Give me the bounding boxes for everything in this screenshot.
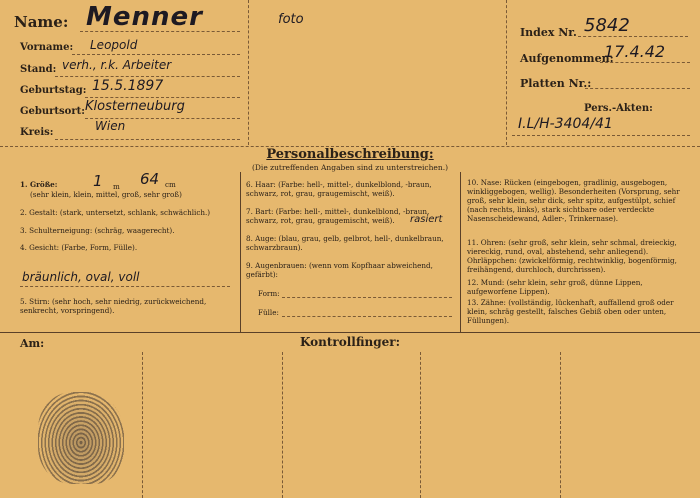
nase-field: 10. Nase: Rücken (eingebogen, gradlinig, ausgebogen, winkliggebogen, wellig). Besonderheiten (Vorsprung, sehr groß, sehr klein, sehr dick, sehr spitz, aufgestülpt, schief (nach rechts, links), stark sichtbare oder verdeckte Nasenscheidewand, Adler-, Trinkernase). <box>467 178 680 223</box>
akten-line <box>512 135 690 136</box>
index-value: 5842 <box>584 15 630 36</box>
form-line <box>282 297 452 298</box>
ohren-field: 11. Ohren: (sehr groß, sehr klein, sehr schmal, dreieckig, viereckig, rund, oval, abstehend, sehr anliegend). Ohrläppchen: (zwickelförmig, rechtwinklig, bogenförmig, freihängend, durchloch, durchrissen). <box>467 238 677 274</box>
divider <box>506 0 507 145</box>
fingerprint-image <box>38 392 124 484</box>
personal-title: Personalbeschreibung: <box>266 147 434 162</box>
gesicht-value: bräunlich, oval, voll <box>22 270 140 284</box>
bart-note: rasiert <box>410 214 443 225</box>
groesse-unit-m: m <box>113 182 120 191</box>
groesse-label: 1. Größe: <box>20 180 58 189</box>
name-value: Menner <box>86 2 203 32</box>
geburtsort-label: Geburtsort: <box>20 106 85 117</box>
akten-value: I.L/H-3404/41 <box>518 116 613 132</box>
stirn-field: 5. Stirn: (sehr hoch, sehr niedrig, zurückweichend, senkrecht, vorspringend). <box>20 297 207 315</box>
name-line <box>80 31 240 32</box>
groesse-cm: 64 <box>140 170 160 188</box>
divider <box>460 172 461 332</box>
photo-note: foto <box>278 12 304 27</box>
vorname-value: Leopold <box>90 38 138 52</box>
bart-field: 7. Bart: (Farbe: hell-, mittel-, dunkelblond, -braun, schwarz, rot, grau, graugemischt, weiß). <box>246 207 430 225</box>
platten-label: Platten Nr.: <box>520 77 592 90</box>
index-line <box>578 36 688 37</box>
divider <box>0 332 700 333</box>
akten-label: Pers.-Akten: <box>584 103 653 114</box>
am-label: Am: <box>20 337 45 350</box>
schulter-field: 3. Schulterneigung: (schräg, waagerecht). <box>20 226 175 235</box>
kontrollfinger-label: Kontrollfinger: <box>299 335 401 349</box>
augenbrauen-field: 9. Augenbrauen: (wenn vom Kopfhaar abweichend, gefärbt): <box>246 261 433 279</box>
mund-field: 12. Mund: (sehr klein, sehr groß, dünne Lippen, aufgeworfene Lippen). <box>467 278 643 296</box>
fuelle-label: Fülle: <box>258 308 279 317</box>
aufgenommen-label: Aufgenommen: <box>520 52 614 65</box>
kreis-label: Kreis: <box>20 127 54 138</box>
gesicht-field: 4. Gesicht: (Farbe, Form, Fülle). <box>20 243 138 252</box>
vorname-label: Vorname: <box>20 42 74 53</box>
index-label: Index Nr. <box>520 26 577 39</box>
geburtstag-value: 15.5.1897 <box>92 78 164 94</box>
stand-value: verh., r.k. Arbeiter <box>62 58 172 72</box>
fuelle-line <box>282 316 452 317</box>
divider <box>560 352 561 498</box>
geburtstag-label: Geburtstag: <box>20 85 87 96</box>
platten-line <box>585 88 690 89</box>
aufgenommen-line <box>600 62 690 63</box>
auge-field: 8. Auge: (blau, grau, gelb, gelbrot, hell-, dunkelbraun, schwarzbraun). <box>246 234 444 252</box>
kreis-line <box>55 139 240 140</box>
aufgenommen-value: 17.4.42 <box>604 42 666 61</box>
name-label: Name: <box>14 13 69 31</box>
geburtsort-value: Klosterneuburg <box>85 99 185 114</box>
form-label: Form: <box>258 289 280 298</box>
gestalt-field: 2. Gestalt: (stark, untersetzt, schlank, schwächlich.) <box>20 208 211 217</box>
stand-line <box>55 76 240 77</box>
groesse-unit-cm: cm <box>165 180 176 189</box>
divider <box>420 352 421 498</box>
haar-field: 6. Haar: (Farbe: hell-, mittel-, dunkelblond, -braun, schwarz, rot, grau, graugemischt, weiß). <box>246 180 432 198</box>
geburtstag-line <box>85 97 240 98</box>
kreis-value: Wien <box>95 119 126 133</box>
divider <box>248 0 249 145</box>
vorname-line <box>72 54 240 55</box>
divider <box>282 352 283 498</box>
personal-subtitle: (Die zutreffenden Angaben sind zu unterstreichen.) <box>251 163 449 172</box>
groesse-options: (sehr klein, klein, mittel, groß, sehr groß) <box>30 190 182 199</box>
gesicht-line <box>20 286 230 287</box>
stand-label: Stand: <box>20 64 57 75</box>
divider <box>240 172 241 332</box>
zaehne-field: 13. Zähne: (vollständig, lückenhaft, auffallend groß oder klein, schräg gestellt, falsches Gebiß oben oder unten, Füllungen). <box>467 298 674 325</box>
divider <box>142 352 143 498</box>
groesse-m: 1 <box>93 172 103 190</box>
